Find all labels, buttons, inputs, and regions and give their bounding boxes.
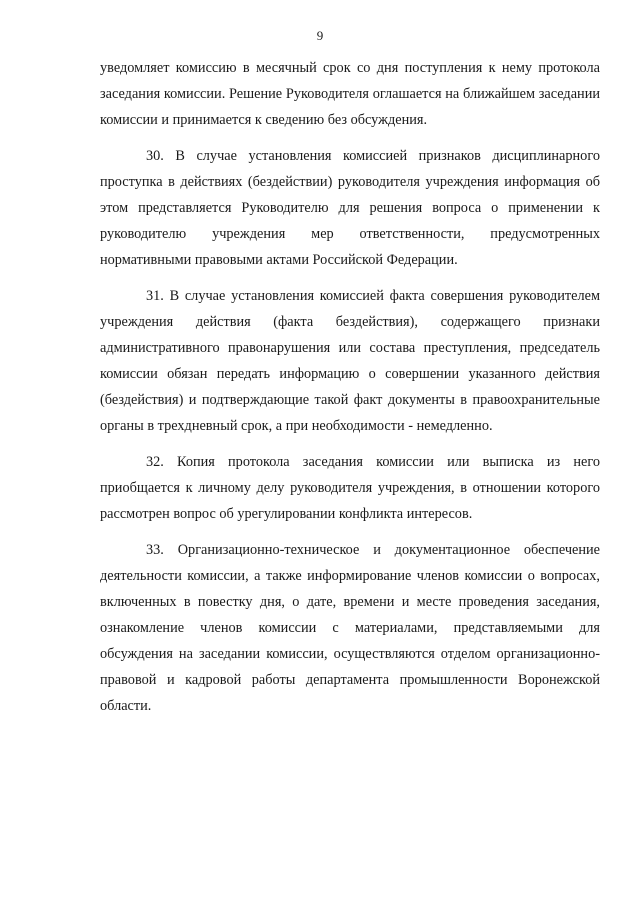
document-body <box>100 55 600 729</box>
paragraph-33: 33. Организационно-техническое и документационное обеспечение деятельности комиссии, а также информирование членов комиссии о вопросах, включенных в повестку дня, о дате, времени и месте проведения заседания, ознакомление членов комиссии с материалами, представляемыми для обсуждения на заседании комиссии, осуществляются отделом организационно-правовой и кадровой работы департамента промышленности Воронежской области. <box>100 542 600 714</box>
paragraph-30: 30. В случае установления комиссией признаков дисциплинарного проступка в действиях (бездействии) руководителя учреждения информация об этом представляется Руководителю для решения вопроса о применении к руководителю учреждения мер ответственности, предусмотренных нормативными правовыми актами Российской Федерации. <box>100 148 600 268</box>
page-number: 9 <box>316 28 324 43</box>
paragraph-32: 32. Копия протокола заседания комиссии или выписка из него приобщается к личному делу руководителя учреждения, в отношении которого рассмотрен вопрос об урегулировании конфликта интересов. <box>100 454 600 522</box>
paragraph-31: 31. В случае установления комиссией факта совершения руководителем учреждения действия (факта бездействия), содержащего признаки административного правонарушения или состава преступления, председатель комиссии обязан передать информацию о совершении указанного действия (бездействия) и подтверждающие такой факт документы в правоохранительные органы в трехдневный срок, а при необходимости - немедленно. <box>100 288 600 434</box>
paragraph-continuation: уведомляет комиссию в месячный срок со дня поступления к нему протокола заседания комиссии. Решение Руководителя оглашается на ближайшем заседании комиссии и принимается к сведению без обсуждения. <box>100 60 600 128</box>
